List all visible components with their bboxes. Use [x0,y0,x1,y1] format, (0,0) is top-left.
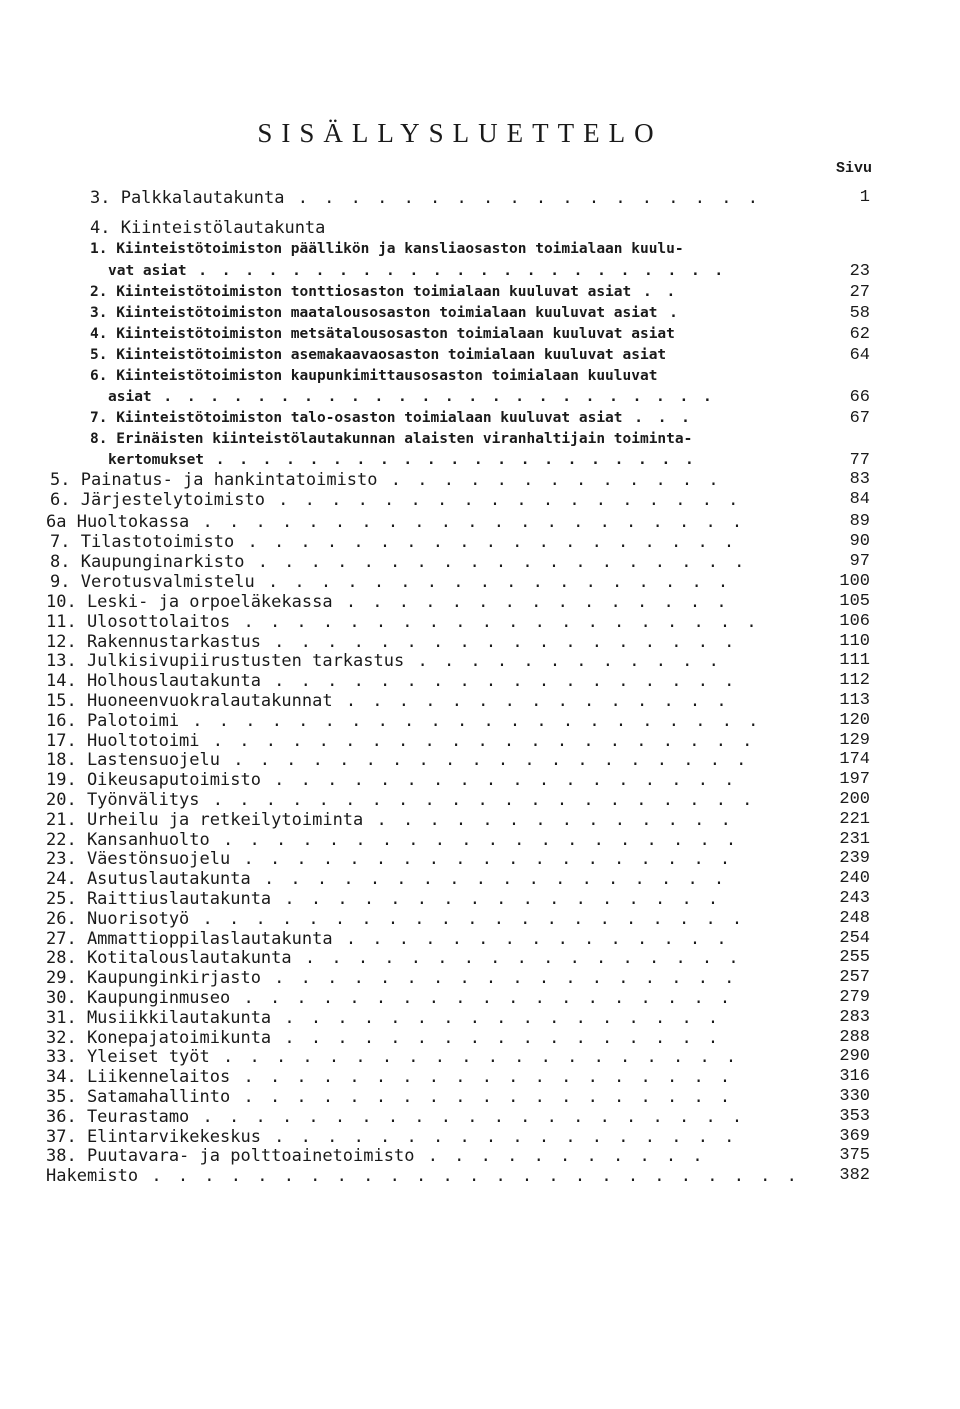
toc-entry-page: 97 [849,552,870,571]
toc-entry-leader: . . . . . . . . . . . . . . . . . [271,889,722,909]
page-column-label: Sivu [836,160,873,177]
toc-entry [46,889,820,909]
toc-entry-leader: . . . . . . . . . . . . . . . . . . . . [209,829,740,850]
toc-entry [108,451,820,470]
toc-entry-page: 369 [839,1126,870,1146]
toc-entry-leader: . . . . . . . . . . . . . . . . . . . [230,1087,734,1107]
toc-entry-leader: . . . . . . . . . . . . . . . . . . . . . [199,790,756,810]
toc-entry-page: 382 [839,1166,870,1186]
toc-entry-leader: . . . . . . . . . . . . . . . . . . . . . [189,908,746,929]
toc-entry-title: 3. Kiinteistötoimiston maatalousosaston toimialaan kuuluvat asiat [90,305,658,321]
toc-entry-page [810,367,870,387]
toc-entry-title: 19. Oikeusaputoimisto [46,770,261,791]
toc-entry-page: 83 [849,470,870,489]
toc-entry-title: 25. Raittiuslautakunta [46,889,272,909]
toc-entry [46,849,820,869]
toc-entry [46,750,820,770]
toc-entry-title: 6. Järjestelytoimisto [50,490,265,510]
toc-entry-title: 21. Urheilu ja retkeilytoiminta [46,809,364,830]
toc-entry-title: 8. Kaupunginarkisto [50,552,245,572]
toc-entry-page: 84 [849,490,870,509]
toc-entry [50,490,820,510]
toc-entry-leader: . . . . . . . . . . . . . . . . . . . [230,988,734,1008]
toc-entry [50,572,820,592]
toc-entry-title: 38. Puutavara- ja polttoainetoimisto [46,1146,415,1167]
toc-entry [46,1107,820,1127]
toc-entry-page: 231 [839,829,870,849]
toc-entry-title: 1. Kiinteistötoimiston päällikön ja kansliaosaston toimialaan kuulu- [90,241,684,257]
toc-entry [90,188,820,208]
toc-entry-title: 31. Musiikkilautakunta [46,1007,272,1028]
toc-entry [46,988,820,1008]
toc-entry-leader: . . . . . . . . . . . . . . . . . . . . . . [179,710,762,731]
toc-entry-title: 33. Yleiset työt [46,1047,210,1068]
toc-entry-title: Hakemisto [46,1166,139,1187]
toc-entry [50,532,820,552]
toc-entry-title: 16. Palotoimi [46,710,180,731]
toc-entry-page: 62 [849,325,870,344]
toc-entry-page: 90 [849,532,870,551]
toc-entry-title: 5. Painatus- ja hankintatoimisto [50,470,378,490]
toc-entry-leader: . . . . . . . . . . . . . . . . . . . [230,1067,734,1088]
toc-entry-page: 290 [839,1047,870,1067]
toc-entry [90,346,820,365]
toc-entry-page: 239 [839,849,870,869]
toc-entry-leader: . . . [622,410,693,426]
toc-entry-title: 24. Asutuslautakunta [46,869,251,890]
toc-entry-page: 1 [859,188,870,207]
toc-entry-title: 32. Konepajatoimikunta [46,1027,272,1048]
toc-entry-page: 113 [839,691,870,710]
toc-entry-page: 221 [839,809,870,829]
toc-entry-leader: . . . . . . . . . . . . . . . . . [271,1007,722,1028]
toc-entry-title: 30. Kaupunginmuseo [46,988,231,1008]
toc-entry-leader: . . . . . . . . . . . . . . . . . . [264,490,742,510]
toc-entry-leader: . . . . . . . . . . . . . . . . . . . . [220,750,750,771]
toc-entry-leader: . . . . . . . . . . . . . . . . . . . . . [199,730,756,751]
toc-entry-leader: . . . . . . . . . . . . . . . . . . [260,770,738,791]
toc-entry [46,1166,820,1186]
toc-entry-title: 37. Elintarvikekeskus [46,1126,261,1147]
toc-entry [46,671,820,691]
toc-entry [108,388,820,407]
toc-entry-page: 105 [839,592,870,611]
toc-entry-page: 27 [849,283,870,302]
toc-entry-title: 27. Ammattioppilaslautakunta [46,928,333,949]
toc-entry-page: 23 [849,262,870,281]
toc-entry-page: 89 [849,512,870,531]
toc-entry-title: 12. Rakennustarkastus [46,631,261,652]
toc-entry-title: 20. Työnvälitys [46,790,200,810]
toc-entry-title: 35. Satamahallinto [46,1087,231,1107]
toc-entry [46,731,820,751]
toc-entry [90,430,820,449]
toc-entry-leader: . . [631,284,679,300]
toc-entry-page: 243 [839,889,870,908]
toc-entry-leader: . . . . . . . . . . . . . . . . . [291,948,742,969]
toc-entry [46,1087,820,1107]
toc-entry-page: 112 [839,671,870,691]
toc-entry-leader: . . . . . . . . . . . . . . . [332,592,730,612]
toc-entry [46,810,820,830]
toc-entry-leader: . . . . . . . . . . . . . . . . . . [260,631,738,652]
toc-entry [46,909,820,929]
toc-entry-page: 66 [849,388,870,407]
toc-entry [46,651,820,671]
toc-entry-leader: . . . . . . . . . . . . . [377,470,722,490]
toc-entry [46,968,820,988]
toc-entry-page: 110 [839,631,870,651]
toc-entry [46,790,820,810]
toc-entry-page: 111 [839,651,870,671]
toc-entry-page: 353 [839,1106,870,1126]
toc-entry [46,869,820,889]
toc-entry [46,1146,820,1166]
toc-entry-leader: . . . . . . . . . . . [414,1146,706,1167]
toc-entry [90,325,820,344]
toc-entry-title: 26. Nuorisotyö [46,908,190,929]
toc-entry-page: 120 [839,710,870,730]
toc-entry-title: 22. Kansanhuolto [46,829,210,850]
toc-entry-leader: . . . . . . . . . . . . . . . . . . [260,968,738,989]
toc-entry-title: 34. Liikennelaitos [46,1067,231,1088]
toc-entry-page: 255 [839,948,870,968]
toc-entry-leader: . . . . . . . . . . . . . . . . . . [254,572,732,592]
toc-entry-leader: . . . . . . . . . . . . . . . . . . . [234,532,738,552]
toc-entry-leader: . [657,305,681,321]
toc-entry-page: 257 [839,968,870,988]
toc-entry-page: 174 [839,750,870,770]
toc-entry [90,409,820,428]
toc-entry-leader: . . . . . . . . . . . . . . . . . . . . . . . [186,263,727,279]
toc-entry-leader: . . . . . . . . . . . . . . [363,809,734,830]
toc-entry [50,552,820,572]
toc-entry-leader: . . . . . . . . . . . . . . . [332,691,730,711]
toc-entry [46,1028,820,1048]
toc-entry-title: 15. Huoneenvuokralautakunnat [46,691,333,711]
toc-entry [90,218,820,238]
toc-entry-page: 375 [839,1146,870,1166]
toc-entry-leader: . . . . . . . . . . . . . . . . . . [260,671,738,692]
toc-entry [46,830,820,850]
toc-entry-title: 17. Huoltotoimi [46,730,200,751]
toc-entry-title: 9. Verotusvalmistelu [50,572,255,592]
toc-entry-leader: . . . . . . . . . . . . . . . . . . [284,188,761,208]
toc-entry-title: 29. Kaupunginkirjasto [46,968,261,989]
toc-entry-title: 23. Väestönsuojelu [46,849,231,870]
toc-entry-page: 100 [839,572,870,591]
toc-entry-page [810,218,870,238]
toc-entry [46,512,820,532]
toc-entry-page: 288 [839,1027,870,1047]
toc-entry-title: 4. Kiinteistötoimiston metsätalousosaston toimialaan kuuluvat asiat [90,326,675,342]
toc-entry-leader: . . . . . . . . . . . . . . . . . . . . . [204,452,697,468]
toc-entry-leader: . . . . . . . . . . . . . . . . . . . . . [189,512,746,532]
toc-entry [46,711,820,731]
toc-entry-leader: . . . . . . . . . . . . . . . . . [271,1027,722,1048]
toc-entry-page: 200 [839,790,870,809]
toc-entry-title: 28. Kotitalouslautakunta [46,948,292,969]
toc-entry-page: 58 [849,304,870,323]
toc-entry-leader: . . . . . . . . . . . . . . . . . . . [230,849,734,870]
toc-entry [46,1127,820,1147]
toc-entry [90,283,820,302]
toc-entry-title: 7. Kiinteistötoimiston talo-osaston toimialaan kuuluvat asiat [90,410,623,426]
toc-entry [90,304,820,323]
toc-entry-title: kertomukset [108,452,205,468]
toc-entry-page: 240 [839,869,870,889]
toc-entry-page [810,240,870,260]
toc-entry-title: 36. Teurastamo [46,1106,190,1127]
toc-entry-page: 64 [849,346,870,365]
toc-entry-title: 6a Huoltokassa [46,512,190,532]
toc-entry [46,691,820,711]
toc-entry-title: 3. Palkkalautakunta [90,188,285,208]
toc-entry-leader: . . . . . . . . . . . . . . . . . . . [244,552,748,572]
toc-entry [46,612,820,632]
toc-entry-title: 14. Holhouslautakunta [46,671,261,692]
toc-entry-leader: . . . . . . . . . . . . . . . . . . [260,1126,738,1147]
toc-entry-title: 7. Tilastotoimisto [50,532,235,552]
toc-entry [46,929,820,949]
toc-entry-title: vat asiat [108,263,187,279]
toc-entry-title: 11. Ulosottolaitos [46,611,231,632]
toc-entry-leader: . . . . . . . . . . . . . . . . . . . . [230,611,760,632]
toc-entry [46,1047,820,1067]
toc-entry [50,470,820,490]
toc-entry-page: 279 [839,988,870,1007]
toc-entry-page: 283 [839,1007,870,1027]
toc-entry-leader: . . . . . . . . . . . . . . . [332,928,730,949]
toc-entry-title: 4. Kiinteistölautakunta [90,218,326,238]
page-title: SISÄLLYSLUETTELO [257,118,663,148]
toc-entry [90,367,820,386]
toc-entry-leader: . . . . . . . . . . . . . . . . . . . . . . . . [151,389,715,405]
toc-entry [90,240,820,259]
toc-entry-title: 10. Leski- ja orpoeläkekassa [46,592,333,612]
toc-entry-page: 330 [839,1087,870,1106]
toc-entry-page [810,430,870,450]
toc-entry [108,262,820,281]
toc-entry-leader: . . . . . . . . . . . . . . . . . . . . [209,1047,740,1068]
toc-entry-title: 8. Erinäisten kiinteistölautakunnan alaisten viranhaltijain toiminta- [90,431,693,447]
toc-entry-page: 254 [839,928,870,948]
toc-entry-page: 316 [839,1067,870,1087]
toc-entry-page: 67 [849,409,870,428]
toc-entry-title: 5. Kiinteistötoimiston asemakaavaosaston toimialaan kuuluvat asiat [90,347,667,363]
toc-entry-page: 197 [839,770,870,790]
toc-entry-page: 248 [839,908,870,928]
toc-entry-leader: . . . . . . . . . . . . . . . . . . . . . . . . . [138,1166,800,1187]
toc-entry [46,1067,820,1087]
toc-entry [46,1008,820,1028]
toc-entry-page: 106 [839,611,870,631]
toc-entry-title: 2. Kiinteistötoimiston tonttiosaston toimialaan kuuluvat asiat [90,284,632,300]
toc-entry [46,632,820,652]
toc-entry-title: 6. Kiinteistötoimiston kaupunkimittausosaston toimialaan kuuluvat [90,368,658,384]
toc-entry-page: 77 [849,451,870,470]
toc-entry [46,770,820,790]
toc-entry-title: 13. Julkisivupiirustusten tarkastus [46,651,405,672]
toc-entry-leader: . . . . . . . . . . . . . . . . . . [250,869,728,890]
toc-entry [46,948,820,968]
toc-entry-leader: . . . . . . . . . . . . [404,651,722,672]
toc-entry-page: 129 [839,730,870,750]
toc-entry-title: 18. Lastensuojelu [46,750,220,771]
toc-entry-title: asiat [108,389,152,405]
toc-entry-leader: . . . . . . . . . . . . . . . . . . . . . [189,1106,746,1127]
toc-entry [46,592,820,612]
